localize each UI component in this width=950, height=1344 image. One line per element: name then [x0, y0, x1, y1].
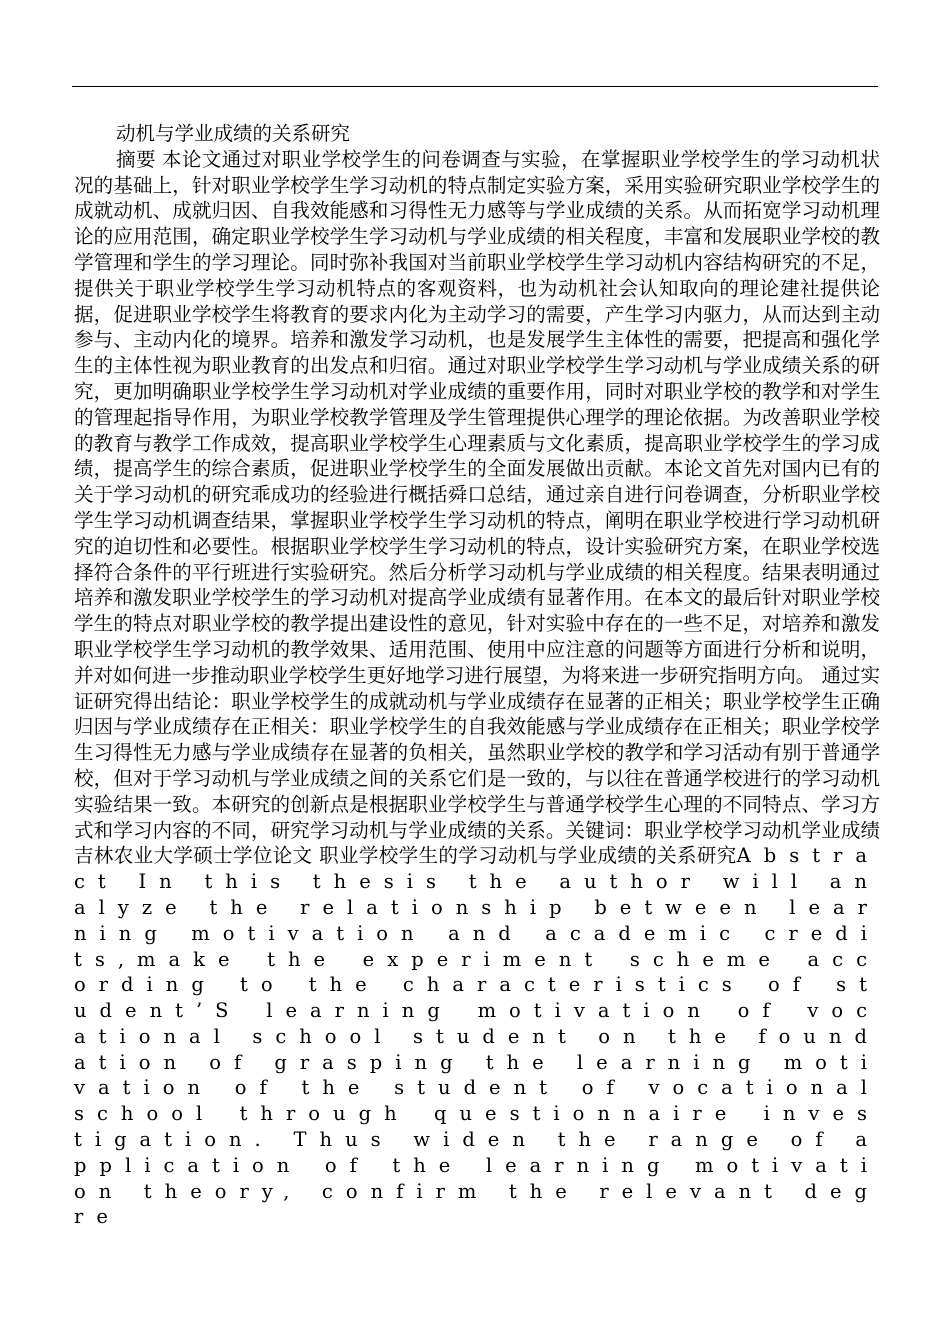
abstract-label: 摘要 [116, 147, 156, 171]
abstract-paragraph [74, 147, 880, 1230]
document-title: 动机与学业成绩的关系研究 [116, 122, 351, 145]
abstract-english-text: Abstract In this thesis the author will analyze the relationship between learning motivation and academic credits,make the experiment scheme according to the characteristics of student’S learning motivation of vocational school student on the foundation of grasping the learning motivation of the student of vocational school through questionnaire investigation. Thus widen the range of application of the learning motivation theory, confirm the relevant degre [74, 844, 880, 1229]
header-rule [72, 86, 878, 87]
abstract-chinese-text: 本论文通过对职业学校学生的问卷调查与实验，在掌握职业学校学生的学习动机状况的基础上，针对职业学校学生学习动机的特点制定实验方案，采用实验研究职业学校学生的成就动机、成就归因、自我效能感和习得性无力感等与学业成绩的关系。从而拓宽学习动机理论的应用范围，确定职业学校学生学习动机与学业成绩的相关程度，丰富和发展职业学校的教学管理和学生的学习理论。同时弥补我国对当前职业学校学生学习动机内容结构研究的不足，提供关于职业学校学生学习动机特点的客观资料，也为动机社会认知取向的理论建社提供论据，促进职业学校学生将教育的要求内化为主动学习的需要，产生学习内驱力，从而达到主动参与、主动内化的境界。培养和激发学习动机，也是发展学生主体性的需要，把提高和强化学生的主体性视为职业教育的出发点和归宿。通过对职业学校学生学习动机与学业成绩关系的研究，更加明确职业学校学生学习动机对学业成绩的重要作用，同时对职业学校的教学和对学生的管理起指导作用，为职业学校教学管理及学生管理提供心理学的理论依据。为改善职业学校的教育与教学工作成效，提高职业学校学生心理素质与文化素质，提高职业学校学生的学习成绩，提高学生的综合素质，促进职业学校学生的全面发展做出贡献。本论文首先对国内已有的关于学习动机的研究乖成功的经验进行概括舜口总结，通过亲自进行问卷调查，分析职业学校学生学习动机调查结果，掌握职业学校学生学习动机的特点，阐明在职业学校进行学习动机研究的迫切性和必要性。根据职业学校学生学习动机的特点，设计实验研究方案，在职业学校选择符合条件的平行班进行实验研究。然后分析学习动机与学业成绩的相关程度。结果表明通过培养和激发职业学校学生的学习动机对提高学业成绩有显著作用。在本文的最后针对职业学校学生的特点对职业学校的教学提出建设性的意见，针对实验中存在的一些不足，对培养和激发职业学校学生学习动机的教学效果、适用范围、使用中应注意的问题等方面进行分析和说明，并对如何进一步推动职业学校学生更好地学习进行展望，为将来进一步研究指明方向。 通过实证研究得出结论：职业学校学生的成就动机与学业成绩存在显著的正相关；职业学校学生正确归因与学业成绩存在正相关：职业学校学生的自我效能感与学业成绩存在正相关；职业学校学生习得性无力感与学业成绩存在显著的负相关，虽然职业学校的教学和学习活动有别于普通学校，但对于学习动机与学业成绩之间的关系它们是一致的，与以往在普通学校进行的学习动机实验结果一致。本研究的创新点是根据职业学校学生与普通学校学生心理的不同特点、学习方式和学习内容的不同，研究学习动机与学业成绩的关系。关键词：职业学校学习动机学业成绩 吉林农业大学硕士学位论文 职业学校学生的学习动机与学业成绩的关系研究 [74, 147, 880, 868]
document-body [74, 121, 880, 1230]
